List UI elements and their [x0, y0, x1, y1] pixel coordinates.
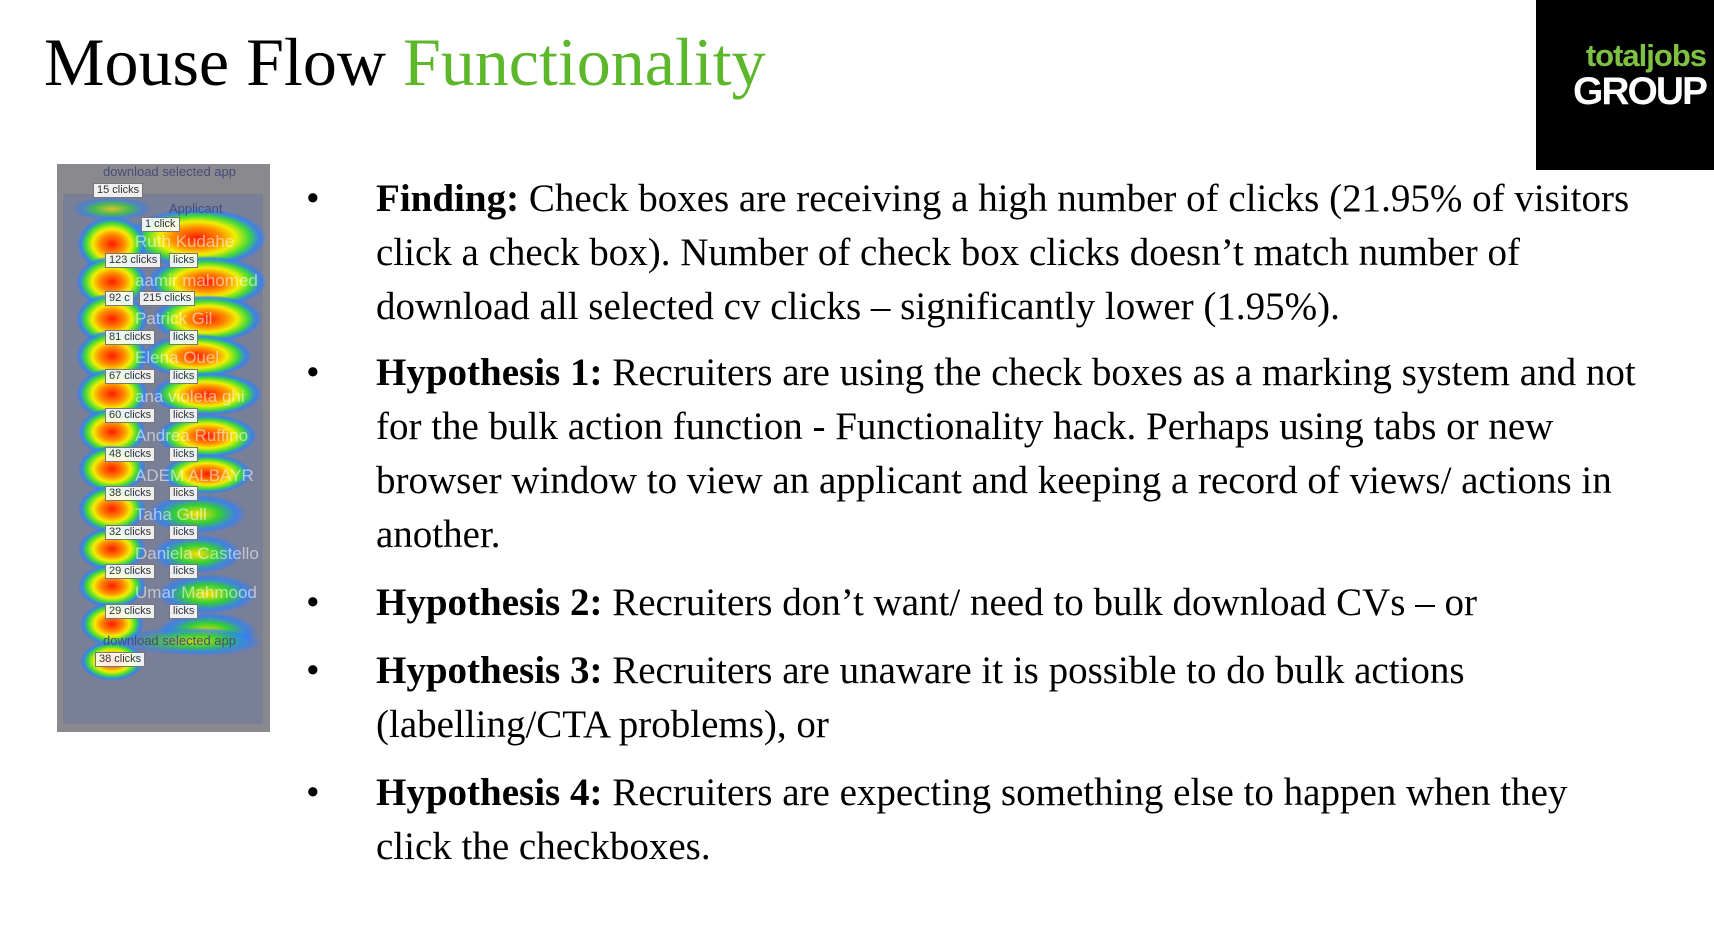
bullet-label: Finding: — [376, 177, 520, 220]
logo-line-1: totaljobs — [1585, 38, 1706, 73]
heatmap-row-clicks: 38 clicks — [105, 486, 155, 501]
heatmap-column-header: Applicant — [169, 201, 223, 216]
heatmap-row-name: ADEM ALBAYR — [135, 466, 254, 485]
bullet-hypothesis-3 — [306, 644, 1636, 752]
heatmap-row-clicks: 67 clicks — [105, 369, 155, 384]
heatmap-row-side: licks — [169, 486, 198, 501]
heatmap-row-side: licks — [169, 604, 198, 619]
heatmap-row-name: Umar Mahmood — [135, 583, 257, 602]
bullet-text: Recruiters don’t want/ need to bulk download CVs – or — [602, 581, 1477, 624]
heatmap-bottom-action: download selected app — [103, 633, 236, 648]
bullet-text: Check boxes are receiving a high number of clicks (21.95% of visitors click a check box). Number of check box clicks doesn’t match number of download all selected cv clicks – significantly lower (1.95%). — [376, 177, 1630, 328]
heatmap-row-side: licks — [169, 564, 198, 579]
heatmap-row-name: Patrick Gil — [135, 309, 213, 328]
bullet-label: Hypothesis 1: — [376, 351, 603, 394]
bullet-text: Recruiters are using the check boxes as a marking system and not for the bulk action function - Functionality hack. Perhaps using tabs or new browser window to view an applicant and keeping a record of views/ actions in another. — [376, 351, 1636, 556]
totaljobs-group-logo — [1536, 0, 1714, 170]
heatmap-row-extra: 215 clicks — [139, 291, 195, 306]
bullet-hypothesis-1 — [306, 346, 1636, 562]
heatmap-bottom-action-clicks: 38 clicks — [95, 652, 145, 667]
slide-title — [44, 22, 766, 102]
heatmap-row-clicks: 123 clicks — [105, 253, 161, 268]
heatmap-header-clicks: 1 click — [141, 217, 180, 232]
bullet-label: Hypothesis 2: — [376, 581, 603, 624]
findings-list — [306, 172, 1636, 874]
heatmap-row-name: ana violeta ghi — [135, 387, 245, 406]
heatmap-row-name: Taha Gull — [135, 505, 207, 524]
bullet-hypothesis-2 — [306, 576, 1636, 630]
heatmap-row-clicks: 29 clicks — [105, 564, 155, 579]
heatmap-row-side: licks — [169, 369, 198, 384]
heatmap-top-action: download selected app — [103, 164, 236, 179]
heatmap-row-clicks: 29 clicks — [105, 604, 155, 619]
bullet-label: Hypothesis 3: — [376, 649, 603, 692]
heatmap-top-action-clicks: 15 clicks — [93, 183, 143, 198]
heatmap-row-name: Elena Ouel — [135, 348, 220, 367]
heatmap-row-side: licks — [169, 408, 198, 423]
heatmap-row-side: licks — [169, 330, 198, 345]
bullet-label: Hypothesis 4: — [376, 771, 603, 814]
logo-line-2: GROUP — [1572, 70, 1706, 113]
heatmap-row-clicks: 81 clicks — [105, 330, 155, 345]
bullet-text: Recruiters are unaware it is possible to do bulk actions (labelling/CTA problems), or — [376, 649, 1465, 746]
heatmap-row-name: aamir mahomed — [135, 271, 258, 290]
title-main: Mouse Flow — [44, 24, 403, 100]
heatmap-row-clicks: 32 clicks — [105, 525, 155, 540]
bullet-text: Recruiters are expecting something else to happen when they click the checkboxes. — [376, 771, 1568, 868]
heatmap-row-clicks: 48 clicks — [105, 447, 155, 462]
heatmap-row-side: licks — [169, 447, 198, 462]
heatmap-row-name: Andrea Ruffino — [135, 426, 249, 445]
heatmap-row-name: Ruth Kudahe — [135, 232, 235, 251]
title-accent: Functionality — [402, 24, 766, 100]
bullet-finding — [306, 172, 1636, 334]
heatmap-row-clicks: 60 clicks — [105, 408, 155, 423]
bullet-hypothesis-4 — [306, 766, 1636, 874]
heatmap-row-name: Daniela Castello — [135, 544, 259, 563]
heatmap-row-side: licks — [169, 525, 198, 540]
heatmap-row-clicks: 92 c — [105, 291, 134, 306]
heatmap-row-side: licks — [169, 253, 198, 268]
click-heatmap-image — [57, 164, 270, 732]
